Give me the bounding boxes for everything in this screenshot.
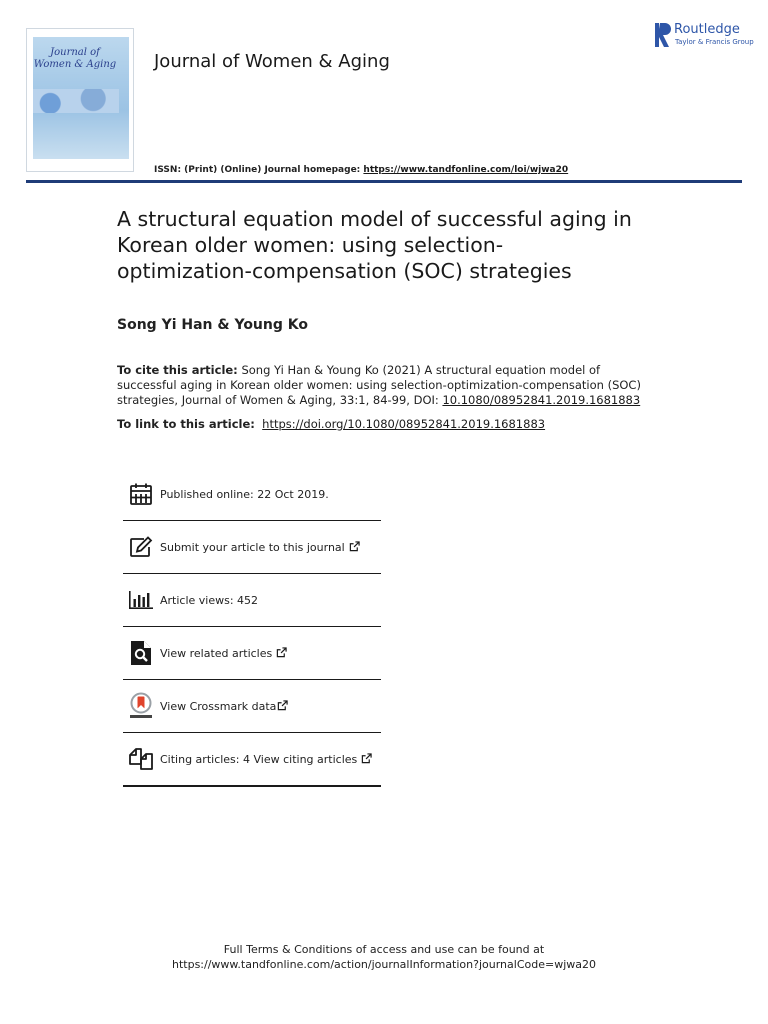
published-date: Published online: 22 Oct 2019. <box>160 487 329 501</box>
doi-link[interactable]: 10.1080/08952841.2019.1681883 <box>442 393 641 407</box>
related-articles-row[interactable] <box>123 627 381 680</box>
article-authors: Song Yi Han & Young Ko <box>117 317 308 333</box>
crossmark-label: View Crossmark data <box>160 699 277 713</box>
citing-articles-label: Citing articles: 4 View citing articles <box>160 752 358 766</box>
submit-article-link[interactable] <box>160 541 360 554</box>
link-label: To link to this article: <box>117 417 255 431</box>
cite-text: Song Yi Han & Young Ko (2021) A structural equation model of successful aging in Korean older women: using selection-optimization-compensation (SOC) strategies, Journal of Women & Aging, 33:1, 84-99, DOI: <box>117 363 641 407</box>
cite-label: To cite this article: <box>117 363 238 377</box>
issn-text: ISSN: (Print) (Online) Journal homepage: <box>154 165 364 175</box>
edit-icon <box>127 533 155 561</box>
bar-chart-icon <box>127 586 155 614</box>
related-articles-link[interactable] <box>160 647 287 660</box>
crossmark-link[interactable] <box>160 700 288 713</box>
search-document-icon <box>127 639 155 667</box>
logo-name: Routledge <box>674 22 740 37</box>
article-views: Article views: 452 <box>160 593 259 607</box>
external-link-icon <box>349 541 360 552</box>
submit-article-label: Submit your article to this journal <box>160 540 345 554</box>
article-views-row <box>123 574 381 627</box>
routledge-logo-icon <box>654 22 672 48</box>
terms-footer <box>0 942 768 972</box>
article-link-line <box>117 417 647 431</box>
related-articles-label: View related articles <box>160 646 273 660</box>
submit-article-row[interactable] <box>123 521 381 574</box>
journal-cover-image[interactable] <box>26 28 134 172</box>
routledge-logo <box>654 22 754 50</box>
citing-icon <box>127 745 155 773</box>
issn-line <box>154 165 568 175</box>
header-rule <box>26 180 742 183</box>
logo-subtitle: Taylor & Francis Group <box>675 38 754 46</box>
cover-illustration <box>33 89 119 113</box>
crossmark-icon <box>127 692 155 720</box>
journal-homepage-link[interactable]: https://www.tandfonline.com/loi/wjwa20 <box>363 165 569 175</box>
calendar-icon <box>127 480 155 508</box>
article-title: A structural equation model of successful aging in Korean older women: using selection-optimization-compensation (SOC) strategies <box>117 207 632 283</box>
external-link-icon <box>361 753 372 764</box>
footer-line-1: Full Terms & Conditions of access and use can be found at <box>223 943 545 956</box>
external-link-icon <box>276 647 287 658</box>
cover-title: Journal of Women & Aging <box>33 47 117 70</box>
citation-block <box>117 363 647 408</box>
citing-articles-row[interactable] <box>123 733 381 787</box>
article-info-list <box>123 468 381 787</box>
citing-articles-link[interactable] <box>160 753 372 766</box>
article-doi-url[interactable]: https://doi.org/10.1080/08952841.2019.1681883 <box>262 417 546 431</box>
crossmark-row[interactable] <box>123 680 381 733</box>
journal-name: Journal of Women & Aging <box>154 51 390 72</box>
published-row <box>123 468 381 521</box>
footer-terms-url[interactable]: https://www.tandfonline.com/action/journalInformation?journalCode=wjwa20 <box>172 958 596 971</box>
external-link-icon <box>277 700 288 711</box>
